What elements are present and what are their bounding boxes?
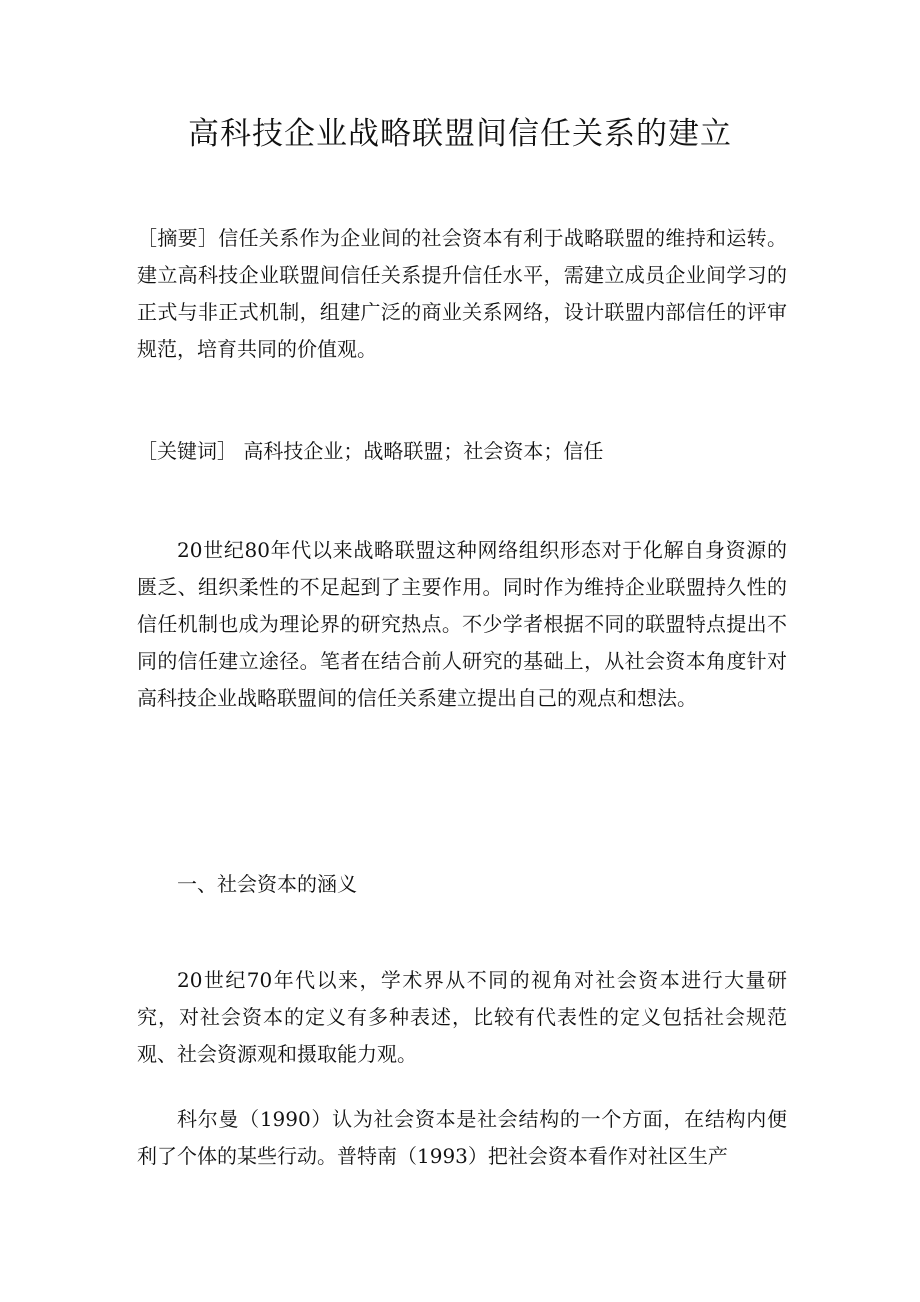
- section-heading: 一、社会资本的涵义: [177, 872, 357, 896]
- intro-paragraph: 20世纪80年代以来战略联盟这种网络组织形态对于化解自身资源的匮乏、组织柔性的不足起到了主要作用。同时作为维持企业联盟持久性的信任机制也成为理论界的研究热点。不少学者根据不同的联盟特点提出不同的信任建立途径。笔者在结合前人研究的基础上，从社会资本角度针对高科技企业战略联盟间的信任关系建立提出自己的观点和想法。: [137, 538, 787, 710]
- abstract-paragraph: ［摘要］信任关系作为企业间的社会资本有利于战略联盟的维持和运转。建立高科技企业联盟间信任关系提升信任水平，需建立成员企业间学习的正式与非正式机制，组建广泛的商业关系网络，设计联盟内部信任的评审规范，培育共同的价值观。: [137, 226, 787, 361]
- keywords-line: ［关键词］ 高科技企业；战略联盟；社会资本；信任: [137, 439, 604, 463]
- body-paragraph: 20世纪70年代以来，学术界从不同的视角对社会资本进行大量研究，对社会资本的定义有多种表述，比较有代表性的定义包括社会规范观、社会资源观和摄取能力观。: [137, 968, 787, 1066]
- body-paragraph: 科尔曼（1990）认为社会资本是社会结构的一个方面，在结构内便利了个体的某些行动。普特南（1993）把社会资本看作对社区生产: [137, 1107, 787, 1168]
- document-title: 高科技企业战略联盟间信任关系的建立: [188, 116, 732, 152]
